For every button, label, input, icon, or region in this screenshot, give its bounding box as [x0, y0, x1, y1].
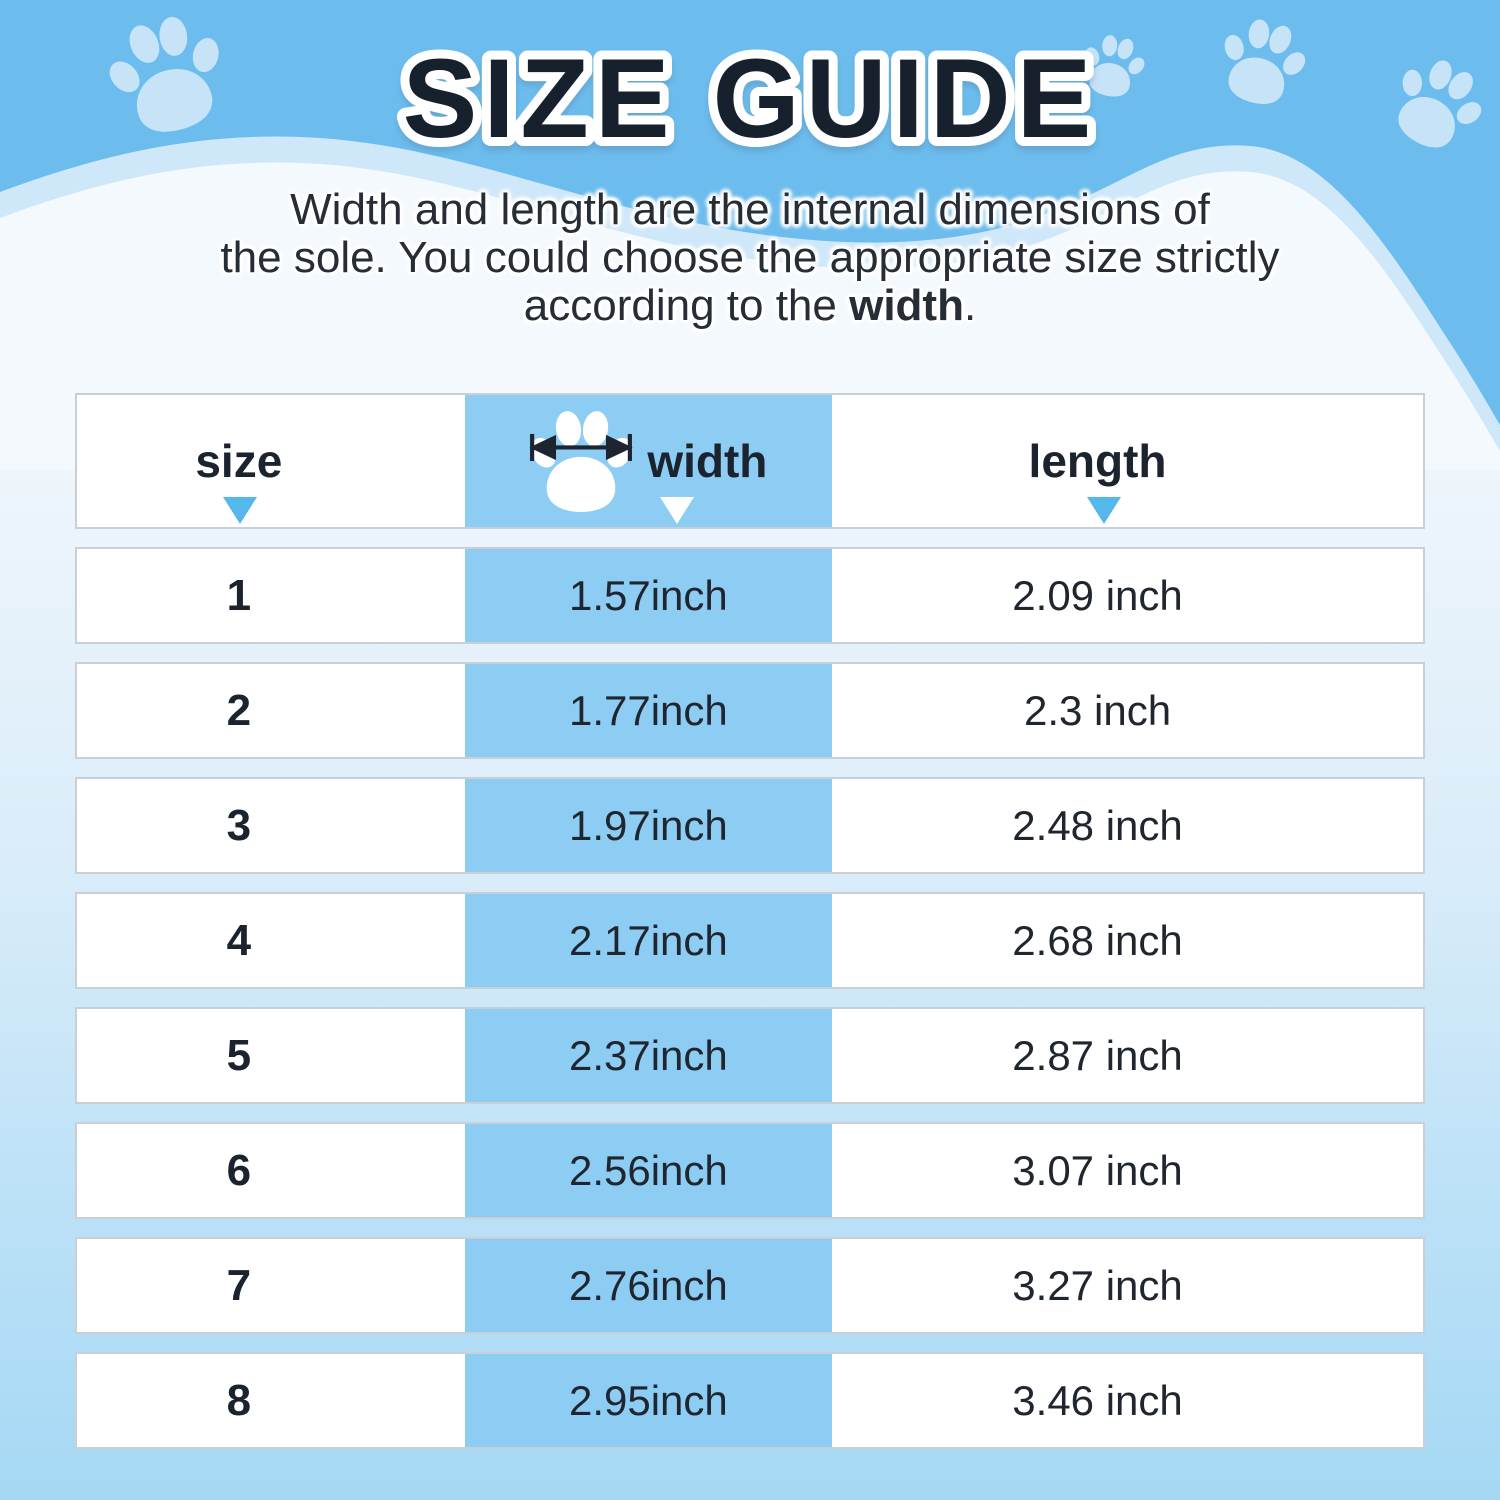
- table-row: [75, 777, 1425, 874]
- cell-length: [832, 664, 1423, 757]
- size-value: 8: [226, 1375, 252, 1425]
- cell-size: [77, 664, 465, 757]
- description-line: Width and length are the internal dimensions of: [290, 185, 1210, 234]
- length-value: 2.87 inch: [1012, 1031, 1183, 1079]
- title-banner: [0, 0, 1500, 190]
- cell-size: [77, 1354, 465, 1447]
- cell-length: [832, 1124, 1423, 1217]
- table-row: [75, 1352, 1425, 1449]
- cell-width: [465, 664, 832, 757]
- description-line3-prefix: according to the: [523, 281, 850, 330]
- header-cell-width: [465, 395, 832, 527]
- table-row: [75, 1237, 1425, 1334]
- table-header-row: [75, 393, 1425, 529]
- cell-size: [77, 549, 465, 642]
- size-column-header: size: [195, 435, 283, 487]
- table-row: [75, 892, 1425, 989]
- size-value: 6: [226, 1145, 252, 1195]
- paw-width-measure-icon: [529, 409, 633, 513]
- cell-length: [832, 894, 1423, 987]
- width-value: 1.97inch: [568, 801, 728, 849]
- cell-width: [465, 1124, 832, 1217]
- cell-width: [465, 549, 832, 642]
- table-row: [75, 662, 1425, 759]
- width-header-group: [529, 409, 767, 513]
- cell-size: [77, 894, 465, 987]
- cell-width: [465, 894, 832, 987]
- size-table: [75, 393, 1425, 1449]
- width-value: 2.56inch: [568, 1146, 728, 1194]
- cell-width: [465, 779, 832, 872]
- length-value: 2.68 inch: [1012, 916, 1183, 964]
- size-value: 4: [226, 915, 252, 965]
- page-title: SIZE GUIDE: [402, 36, 1098, 161]
- width-value: 2.95inch: [568, 1376, 728, 1424]
- cell-length: [832, 1239, 1423, 1332]
- cell-width: [465, 1239, 832, 1332]
- width-value: 2.76inch: [568, 1261, 728, 1309]
- description-line: [0, 282, 1500, 330]
- description-line3-suffix: .: [963, 281, 977, 330]
- cell-size: [77, 779, 465, 872]
- length-column-header: length: [1028, 435, 1167, 487]
- width-value: 2.37inch: [568, 1031, 728, 1079]
- length-value: 2.3 inch: [1023, 686, 1172, 734]
- cell-size: [77, 1239, 465, 1332]
- width-value: 1.77inch: [568, 686, 728, 734]
- length-value: 3.46 inch: [1012, 1376, 1183, 1424]
- triangle-down-icon: [660, 497, 694, 524]
- cell-length: [832, 1354, 1423, 1447]
- cell-length: [832, 779, 1423, 872]
- length-value: 3.27 inch: [1012, 1261, 1183, 1309]
- header-cell-length: [832, 395, 1423, 527]
- length-value: 2.48 inch: [1012, 801, 1183, 849]
- cell-size: [77, 1009, 465, 1102]
- triangle-down-icon: [1087, 497, 1121, 524]
- size-value: 7: [226, 1260, 252, 1310]
- width-value: 1.57inch: [568, 571, 728, 619]
- table-row: [75, 1007, 1425, 1104]
- cell-size: [77, 1124, 465, 1217]
- size-value: 5: [226, 1030, 252, 1080]
- table-row: [75, 547, 1425, 644]
- length-value: 3.07 inch: [1012, 1146, 1183, 1194]
- header-cell-size: [77, 395, 465, 527]
- description-line3-bold: width: [849, 281, 964, 330]
- triangle-down-icon: [223, 497, 257, 524]
- length-value: 2.09 inch: [1012, 571, 1183, 619]
- size-value: 3: [226, 800, 252, 850]
- cell-length: [832, 549, 1423, 642]
- cell-length: [832, 1009, 1423, 1102]
- cell-width: [465, 1009, 832, 1102]
- description-line: the sole. You could choose the appropriate size strictly: [220, 233, 1280, 282]
- description: [0, 186, 1500, 330]
- size-value: 1: [226, 570, 252, 620]
- cell-width: [465, 1354, 832, 1447]
- size-value: 2: [226, 685, 252, 735]
- width-column-header: width: [647, 435, 768, 487]
- width-value: 2.17inch: [568, 916, 728, 964]
- table-row: [75, 1122, 1425, 1219]
